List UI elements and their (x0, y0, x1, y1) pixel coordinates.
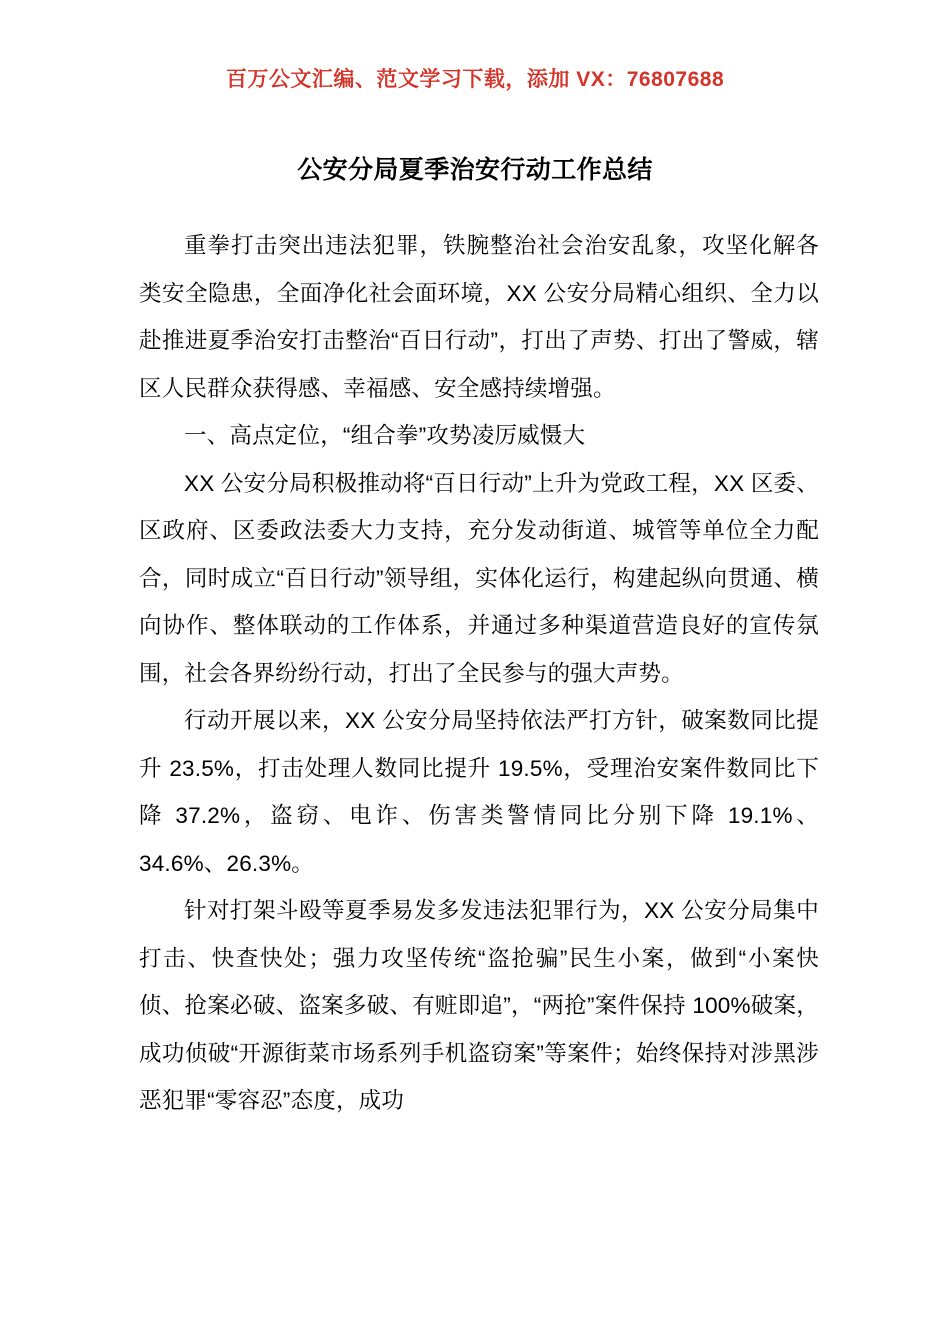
document-body (139, 222, 819, 1125)
promo-watermark-header: 百万公文汇编、范文学习下载，添加 VX：76807688 (225, 68, 725, 91)
page-title: 公安分局夏季治安行动工作总结 (297, 155, 653, 184)
paragraph-enforcement: 针对打架斗殴等夏季易发多发违法犯罪行为，XX 公安分局集中打击、快查快处；强力攻坚传统“盗抢骗”民生小案，做到“小案快侦、抢案必破、盗案多破、有赃即追”，“两抢”案件保持 100%破案，成功侦破“开源街菜市场系列手机盗窃案”等案件；始终保持对涉黑涉恶犯罪“零容忍”态度，成功 (139, 898, 819, 1113)
paragraph-intro: 重拳打击突出违法犯罪，铁腕整治社会治安乱象，攻坚化解各类安全隐患，全面净化社会面环境，XX 公安分局精心组织、全力以赴推进夏季治安打击整治“百日行动”，打出了声势、打出了警威，辖区人民群众获得感、幸福感、安全感持续增强。 (139, 233, 819, 401)
paragraph-statistics: 行动开展以来，XX 公安分局坚持依法严打方针，破案数同比提升 23.5%，打击处理人数同比提升 19.5%，受理治安案件数同比下降 37.2%，盗窃、电诈、伤害类警情同比分别下降 19.1%、34.6%、26.3%。 (139, 708, 819, 876)
paragraph-party-project: XX 公安分局积极推动将“百日行动”上升为党政工程，XX 区委、区政府、区委政法委大力支持，充分发动街道、城管等单位全力配合，同时成立“百日行动”领导组，实体化运行，构建起纵向贯通、横向协作、整体联动的工作体系，并通过多种渠道营造良好的宣传氛围，社会各界纷纷行动，打出了全民参与的强大声势。 (139, 470, 819, 686)
section-heading-one: 一、高点定位，“组合拳”攻势凌厉威慑大 (184, 423, 586, 448)
